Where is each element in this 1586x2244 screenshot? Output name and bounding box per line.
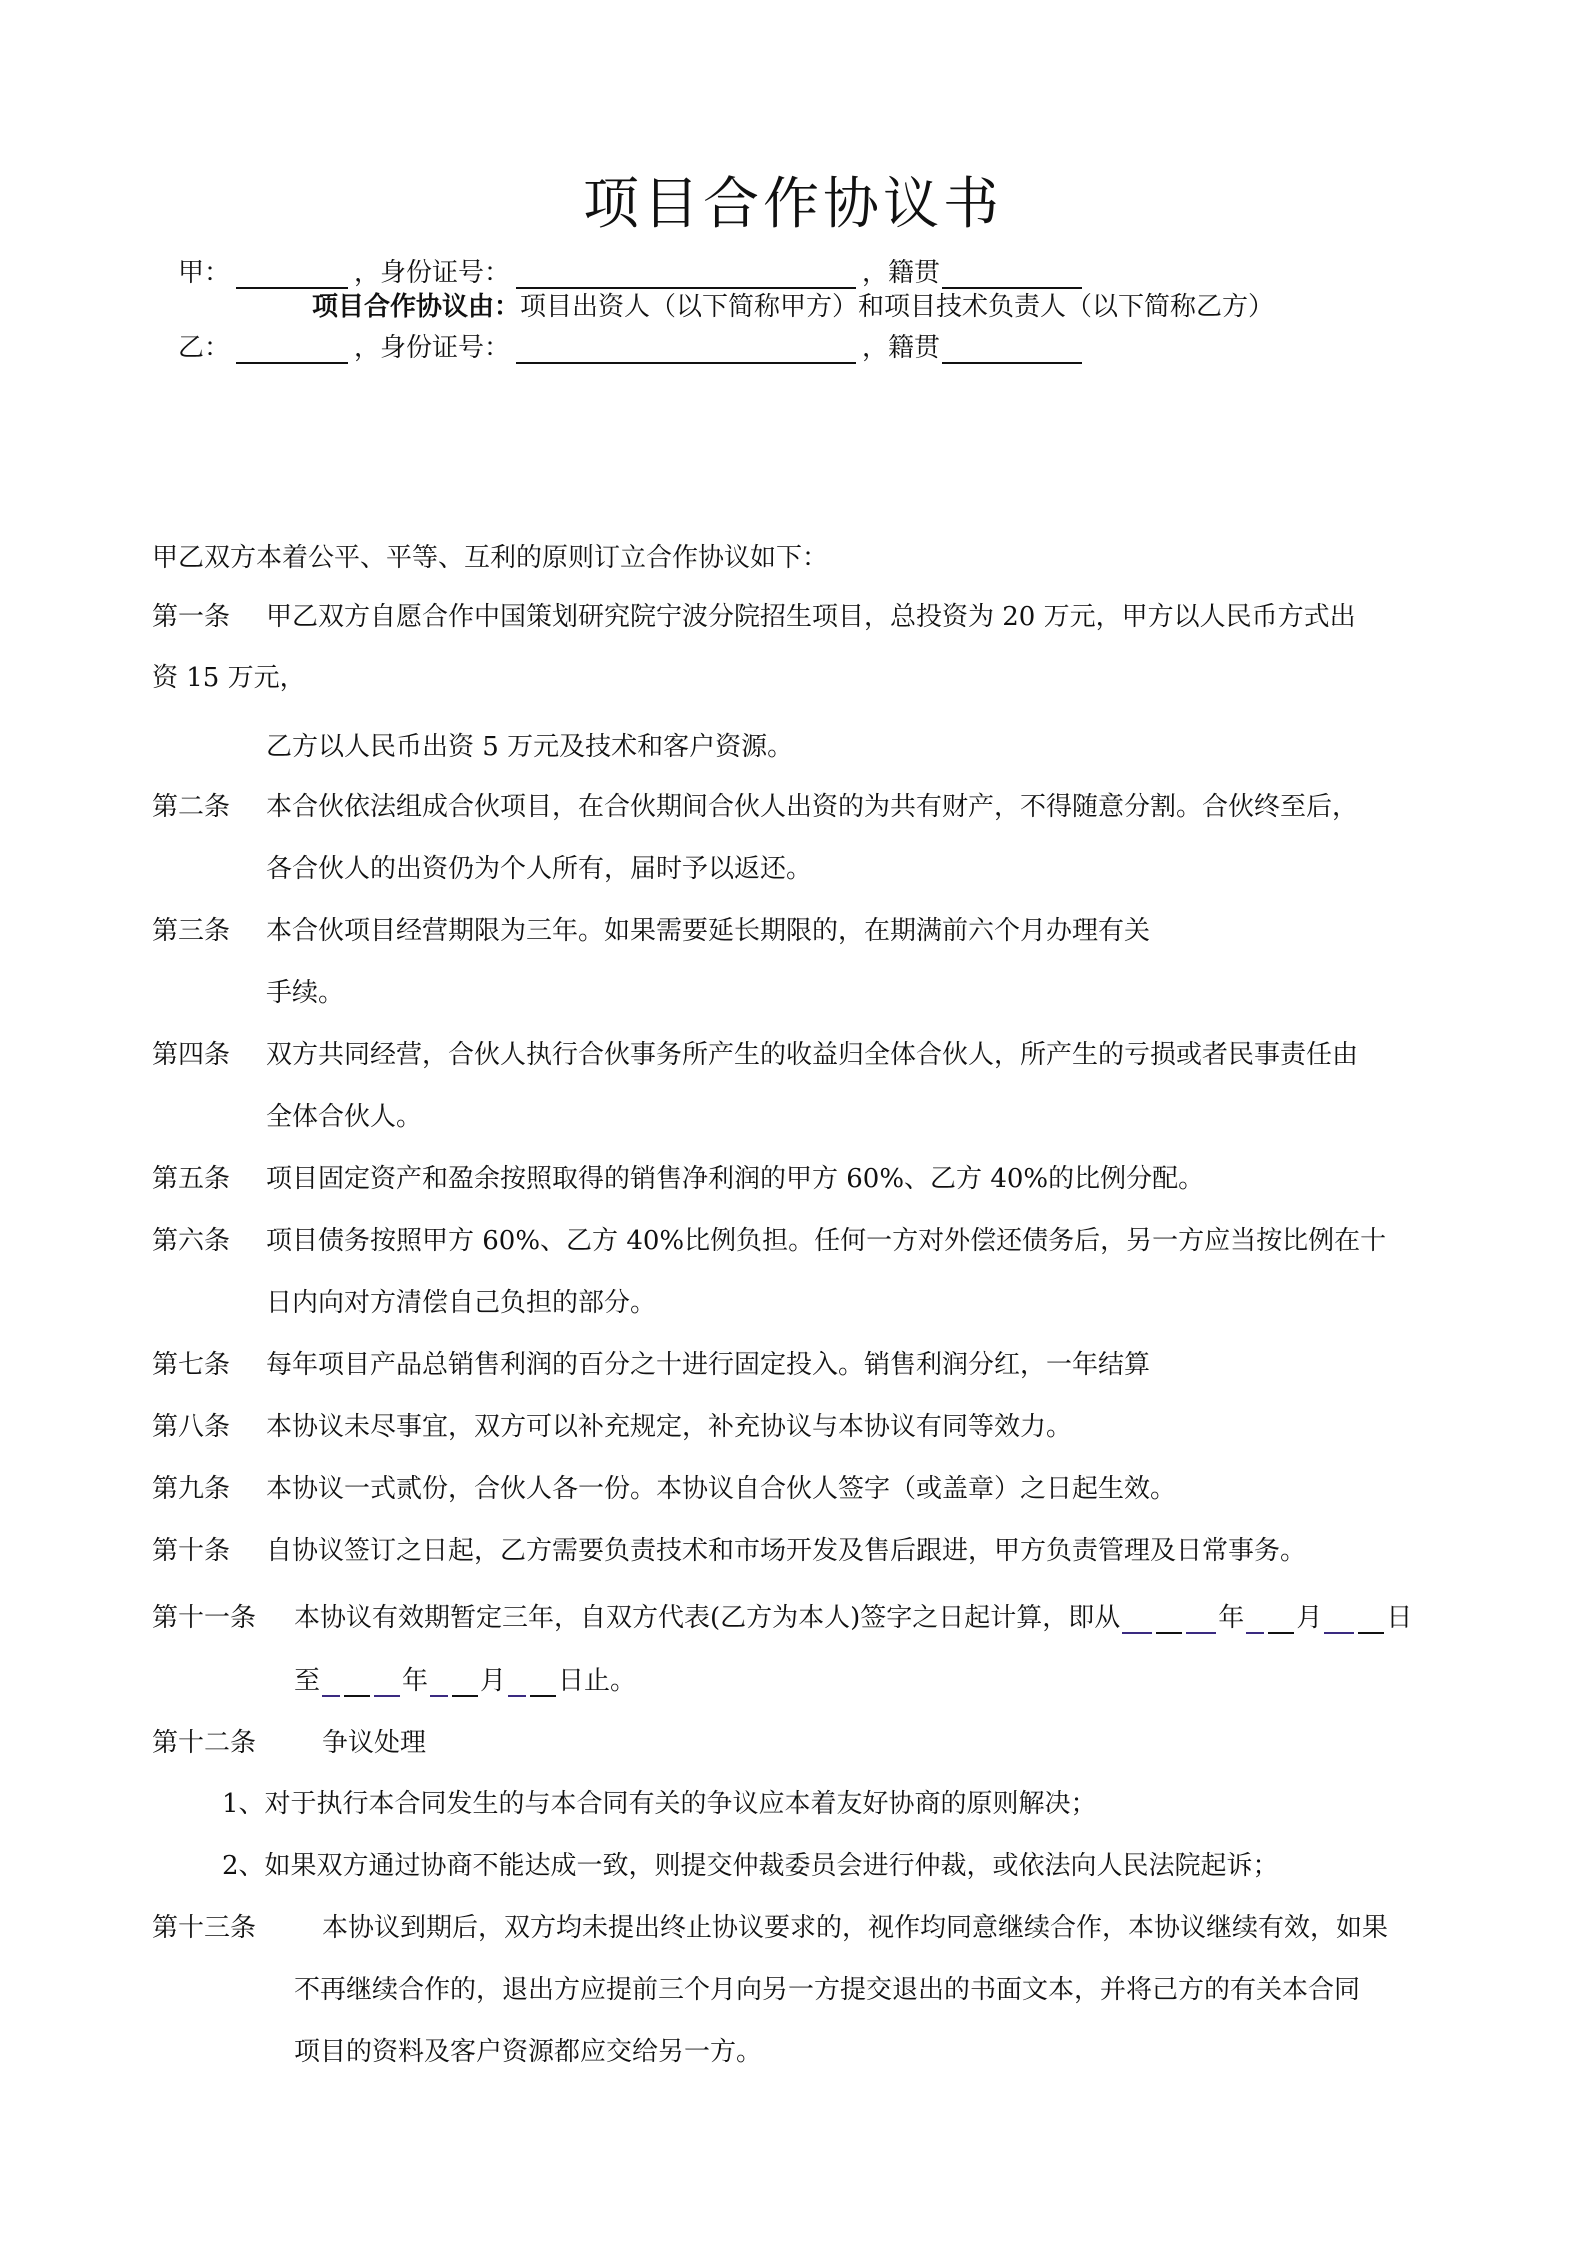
year-word: 年 bbox=[1218, 1603, 1245, 1633]
intro-line bbox=[0, 286, 1586, 323]
article-text: 本合伙项目经营期限为三年。如果需要延长期限的，在期满前六个月办理有关 bbox=[266, 916, 1151, 946]
party-b-id-label: ，身份证号： bbox=[354, 333, 511, 363]
article-8 bbox=[152, 1406, 1072, 1443]
article-number: 第五条 bbox=[152, 1164, 231, 1194]
start-year-blank[interactable] bbox=[1156, 1597, 1182, 1634]
start-day-blank[interactable] bbox=[1324, 1597, 1354, 1634]
article-number: 第六条 bbox=[152, 1226, 231, 1256]
party-b-origin-blank[interactable] bbox=[942, 334, 1082, 364]
party-b-name-blank[interactable] bbox=[236, 334, 348, 364]
end-year-blank[interactable] bbox=[344, 1660, 370, 1697]
article-text: 自协议签订之日起，乙方需要负责技术和市场开发及售后跟进，甲方负责管理及日常事务。 bbox=[266, 1536, 1307, 1566]
party-b-row bbox=[178, 327, 1088, 364]
start-day-blank[interactable] bbox=[1358, 1597, 1384, 1634]
article-13-cont: 项目的资料及客户资源都应交给另一方。 bbox=[294, 2037, 763, 2067]
article-1-cont: 乙方以人民币出资 5 万元及技术和客户资源。 bbox=[266, 732, 794, 762]
article-4 bbox=[152, 1034, 1358, 1071]
article-text: 项目债务按照甲方 60%、乙方 40%比例负担。任何一方对外偿还债务后，另一方应当按比例在十 bbox=[266, 1226, 1387, 1256]
month-word: 月 bbox=[1296, 1603, 1323, 1633]
intro-text: 项目出资人（以下简称甲方）和项目技术负责人（以下简称乙方） bbox=[520, 292, 1275, 322]
article-number: 第七条 bbox=[152, 1350, 231, 1380]
article-6 bbox=[152, 1220, 1386, 1257]
end-month-blank[interactable] bbox=[430, 1660, 448, 1697]
article-text: 双方共同经营，合伙人执行合伙事务所产生的收益归全体合伙人，所产生的亏损或者民事责任由 bbox=[266, 1040, 1359, 1070]
article-3 bbox=[152, 910, 1150, 947]
day-word: 日 bbox=[1386, 1603, 1413, 1633]
article-number: 第二条 bbox=[152, 792, 231, 822]
start-year-blank[interactable] bbox=[1186, 1597, 1216, 1634]
article-10 bbox=[152, 1530, 1306, 1567]
end-month-blank[interactable] bbox=[452, 1660, 478, 1697]
article-text: 本协议一式贰份，合伙人各一份。本协议自合伙人签字（或盖章）之日起生效。 bbox=[266, 1474, 1177, 1504]
article-9 bbox=[152, 1468, 1176, 1505]
article-number: 第九条 bbox=[152, 1474, 231, 1504]
document-title: 项目合作协议书 bbox=[583, 172, 1003, 237]
article-13 bbox=[152, 1907, 1388, 1944]
party-a-id-label: ，身份证号： bbox=[354, 258, 511, 288]
month-word: 月 bbox=[480, 1666, 507, 1696]
end-year-blank[interactable] bbox=[322, 1660, 340, 1697]
dispute-item-2: 2、如果双方通过协商不能达成一致，则提交仲裁委员会进行仲裁，或依法向人民法院起诉； bbox=[222, 1851, 1279, 1881]
end-day-blank[interactable] bbox=[530, 1660, 556, 1697]
party-a-label: 甲： bbox=[178, 258, 231, 288]
article-2-cont: 各合伙人的出资仍为个人所有，届时予以返还。 bbox=[266, 854, 813, 884]
article-3-cont: 手续。 bbox=[266, 978, 345, 1008]
article-number: 第八条 bbox=[152, 1412, 231, 1442]
article-number: 第三条 bbox=[152, 916, 231, 946]
end-year-blank[interactable] bbox=[374, 1660, 400, 1697]
dispute-item-1: 1、对于执行本合同发生的与本合同有关的争议应本着友好协商的原则解决； bbox=[222, 1789, 1097, 1819]
article-number: 第一条 bbox=[152, 602, 231, 632]
to-word: 至 bbox=[294, 1666, 321, 1696]
article-2 bbox=[152, 786, 1358, 823]
article-text: 本协议到期后，双方均未提出终止协议要求的，视作均同意继续合作，本协议继续有效，如果 bbox=[322, 1913, 1389, 1943]
article-number: 第十条 bbox=[152, 1536, 231, 1566]
article-number: 第十一条 bbox=[152, 1603, 257, 1633]
party-a-row bbox=[178, 252, 1088, 289]
article-text: 甲乙双方自愿合作中国策划研究院宁波分院招生项目，总投资为 20 万元，甲方以人民币方式出 bbox=[266, 602, 1356, 632]
party-b-id-blank[interactable] bbox=[516, 334, 856, 364]
article-text: 每年项目产品总销售利润的百分之十进行固定投入。销售利润分红，一年结算 bbox=[266, 1350, 1151, 1380]
party-a-origin-label: ，籍贯 bbox=[862, 258, 941, 288]
article-7 bbox=[152, 1344, 1150, 1381]
article-number: 第十三条 bbox=[152, 1913, 257, 1943]
start-year-blank[interactable] bbox=[1122, 1597, 1152, 1634]
article-number: 第十二条 bbox=[152, 1728, 257, 1758]
article-11-cont bbox=[294, 1660, 636, 1697]
article-text: 本合伙依法组成合伙项目，在合伙期间合伙人出资的为共有财产，不得随意分割。合伙终至后， bbox=[266, 792, 1359, 822]
end-day-blank[interactable] bbox=[508, 1660, 526, 1697]
year-word: 年 bbox=[402, 1666, 429, 1696]
article-13-cont: 不再继续合作的，退出方应提前三个月向另一方提交退出的书面文本，并将己方的有关本合同 bbox=[294, 1975, 1361, 2005]
party-a-origin-blank[interactable] bbox=[942, 259, 1082, 289]
article-text: 本协议有效期暂定三年，自双方代表(乙方为本人)签字之日起计算，即从 bbox=[294, 1603, 1121, 1633]
article-11 bbox=[152, 1597, 1412, 1634]
article-1-cont: 资 15 万元， bbox=[152, 663, 306, 693]
article-text: 项目固定资产和盈余按照取得的销售净利润的甲方 60%、乙方 40%的比例分配。 bbox=[266, 1164, 1205, 1194]
article-4-cont: 全体合伙人。 bbox=[266, 1102, 423, 1132]
party-b-label: 乙： bbox=[178, 333, 231, 363]
article-text: 本协议未尽事宜，双方可以补充规定，补充协议与本协议有同等效力。 bbox=[266, 1412, 1073, 1442]
article-text: 争议处理 bbox=[322, 1728, 427, 1758]
preamble: 甲乙双方本着公平、平等、互利的原则订立合作协议如下： bbox=[152, 543, 829, 573]
party-b-origin-label: ，籍贯 bbox=[862, 333, 941, 363]
article-1 bbox=[152, 596, 1356, 633]
article-number: 第四条 bbox=[152, 1040, 231, 1070]
party-a-id-blank[interactable] bbox=[516, 259, 856, 289]
article-12 bbox=[152, 1722, 426, 1759]
start-month-blank[interactable] bbox=[1268, 1597, 1294, 1634]
start-month-blank[interactable] bbox=[1246, 1597, 1264, 1634]
intro-label: 项目合作协议由： bbox=[311, 292, 520, 322]
end-word: 日止。 bbox=[558, 1666, 637, 1696]
article-6-cont: 日内向对方清偿自己负担的部分。 bbox=[266, 1288, 657, 1318]
party-a-name-blank[interactable] bbox=[236, 259, 348, 289]
article-5 bbox=[152, 1158, 1204, 1195]
